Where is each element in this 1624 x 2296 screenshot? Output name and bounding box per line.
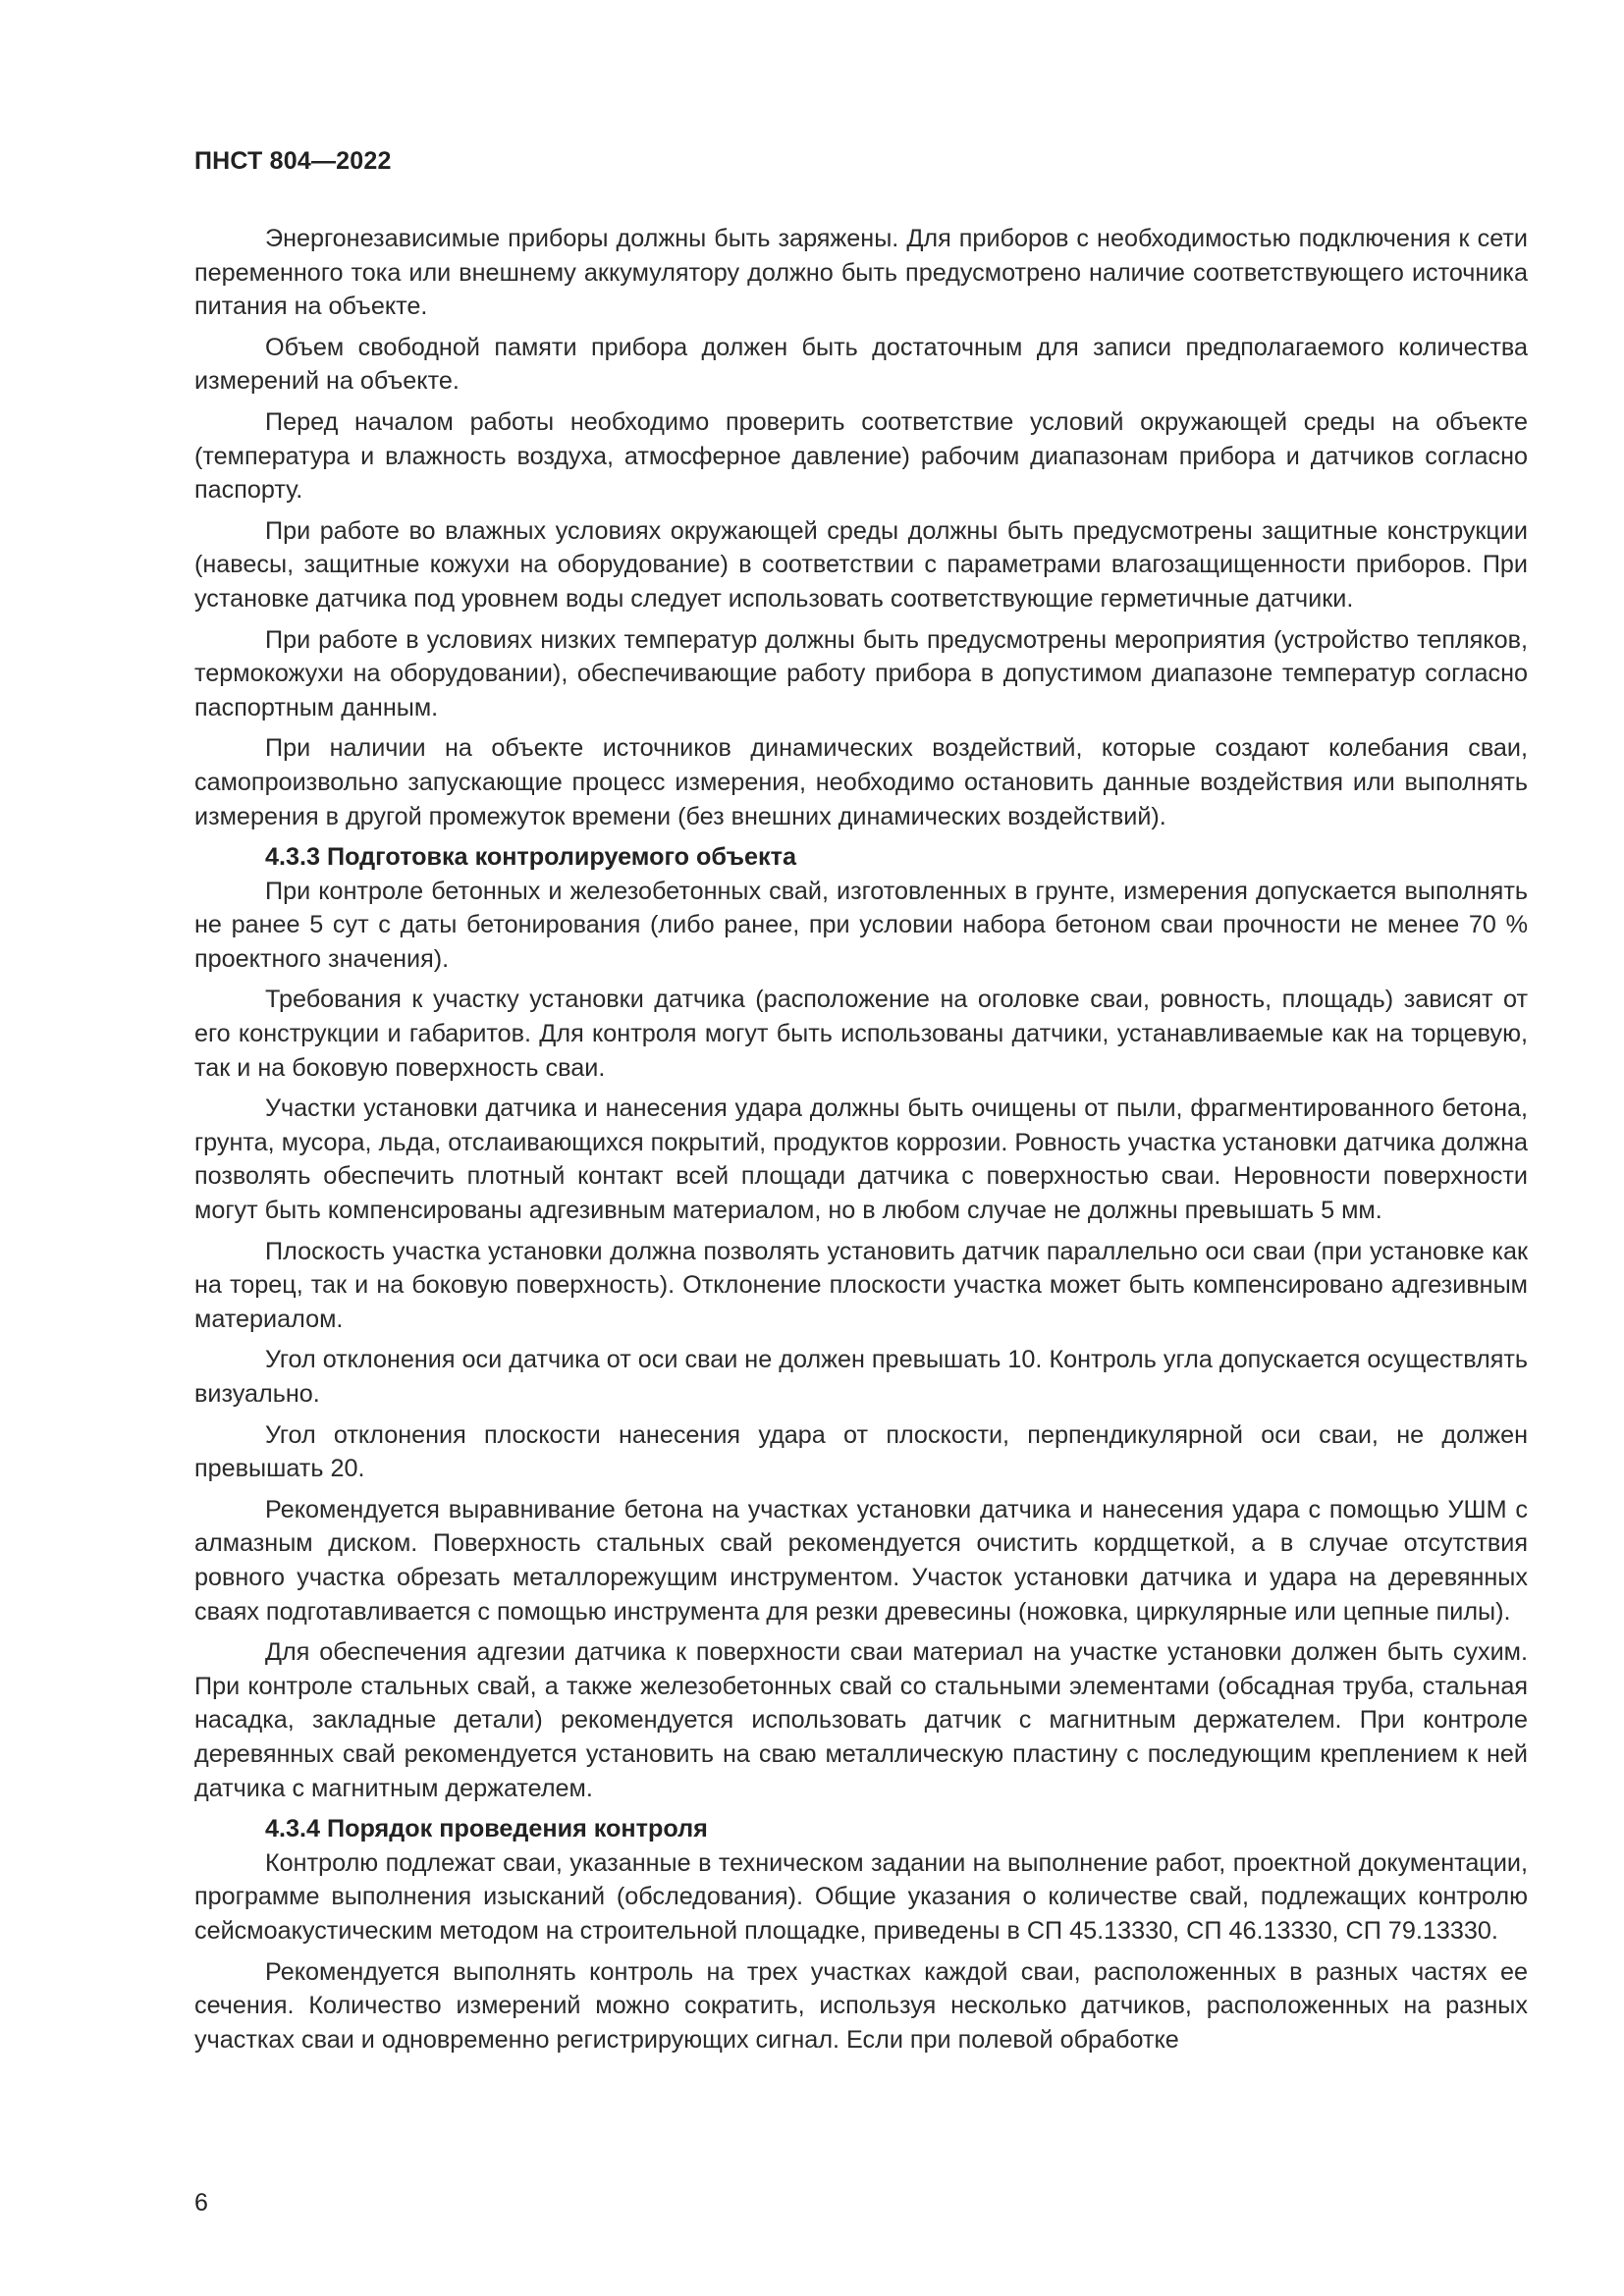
paragraph: Контролю подлежат сваи, указанные в техническом задании на выполнение работ, проектной документации, программе выполнения изысканий (обследования). Общие указания о количестве свай, подлежащих контролю сейсмоакустическим методом на строительной площадке, приведены в СП 45.13330, СП 46.13330, СП 79.13330. bbox=[194, 1848, 1528, 1945]
paragraph: Рекомендуется выравнивание бетона на участках установки датчика и нанесения удара с помощью УШМ с алмазным диском. Поверхность стальных свай рекомендуется очистить кордщеткой, а в случае отсутствия ровного участка обрезать металлорежущим инструментом. Участок установки датчика и удара на деревянных сваях подготавливается с помощью инструмента для резки древесины (ножовка, циркулярные или цепные пилы). bbox=[194, 1495, 1528, 1626]
paragraph: Угол отклонения оси датчика от оси сваи не должен превышать 10. Контроль угла допускается осуществлять визуально. bbox=[194, 1346, 1528, 1408]
document-body bbox=[194, 222, 1528, 2063]
paragraph: Объем свободной памяти прибора должен быть достаточным для записи предполагаемого количества измерений на объекте. bbox=[194, 333, 1528, 396]
paragraph: При наличии на объекте источников динамических воздействий, которые создают колебания сваи, самопроизвольно запускающие процесс измерения, необходимо остановить данные воздействия или выполнять измерения в другой промежуток времени (без внешних динамических воздействий). bbox=[194, 734, 1528, 830]
section-heading-4-3-3: 4.3.3 Подготовка контролируемого объекта bbox=[265, 843, 796, 872]
paragraph: Перед началом работы необходимо проверить соответствие условий окружающей среды на объекте (температура и влажность воздуха, атмосферное давление) рабочим диапазонам прибора и датчиков согласно паспорту. bbox=[194, 407, 1528, 505]
paragraph: Рекомендуется выполнять контроль на трех участках каждой сваи, расположенных в разных частях ее сечения. Количество измерений можно сократить, используя несколько датчиков, расположенных на разных участках сваи и одновременно регистрирующих сигнал. Если при полевой обработке bbox=[194, 1957, 1528, 2054]
paragraph: При работе в условиях низких температур должны быть предусмотрены мероприятия (устройство тепляков, термокожухи на оборудовании), обеспечивающие работу прибора в допустимом диапазоне температур согласно паспортным данным. bbox=[194, 625, 1528, 721]
paragraph: При контроле бетонных и железобетонных свай, изготовленных в грунте, измерения допускается выполнять не ранее 5 сут с даты бетонирования (либо ранее, при условии набора бетоном сваи прочности не менее 70 % проектного значения). bbox=[194, 877, 1528, 973]
paragraph: Участки установки датчика и нанесения удара должны быть очищены от пыли, фрагментированного бетона, грунта, мусора, льда, отслаивающихся покрытий, продуктов коррозии. Ровность участка установки датчика должна позволять обеспечить плотный контакт всей площади датчика с поверхностью сваи. Неровности поверхности могут быть компенсированы адгезивным материалом, но в любом случае не должны превышать 5 мм. bbox=[194, 1095, 1528, 1225]
paragraph: При работе во влажных условиях окружающей среды должны быть предусмотрены защитные конструкции (навесы, защитные кожухи на оборудование) в соответствии с параметрами влагозащищенности приборов. При установке датчика под уровнем воды следует использовать соответствующие герметичные датчики. bbox=[194, 516, 1528, 613]
paragraph: Плоскость участка установки должна позволять установить датчик параллельно оси сваи (при установке как на торец, так и на боковую поверхность). Отклонение плоскости участка может быть компенсировано адгезивным материалом. bbox=[194, 1237, 1528, 1333]
document-code-header: ПНСТ 804—2022 bbox=[194, 147, 392, 175]
page-number: 6 bbox=[194, 2189, 208, 2216]
paragraph: Угол отклонения плоскости нанесения удара от плоскости, перпендикулярной оси сваи, не должен превышать 20. bbox=[194, 1420, 1528, 1483]
section-heading-4-3-4: 4.3.4 Порядок проведения контроля bbox=[265, 1815, 708, 1843]
paragraph: Энергонезависимые приборы должны быть заряжены. Для приборов с необходимостью подключения к сети переменного тока или внешнему аккумулятору должно быть предусмотрено наличие соответствующего источника питания на объекте. bbox=[194, 225, 1528, 321]
paragraph: Требования к участку установки датчика (расположение на оголовке сваи, ровность, площадь) зависят от его конструкции и габаритов. Для контроля могут быть использованы датчики, устанавливаемые как на торцевую, так и на боковую поверхность сваи. bbox=[194, 986, 1528, 1082]
paragraph: Для обеспечения адгезии датчика к поверхности сваи материал на участке установки должен быть сухим. При контроле стальных свай, а также железобетонных свай со стальными элементами (обсадная труба, стальная насадка, закладные детали) рекомендуется использовать датчик с магнитным держателем. При контроле деревянных свай рекомендуется установить на сваю металлическую пластину с последующим креплением к ней датчика с магнитным держателем. bbox=[194, 1638, 1528, 1802]
